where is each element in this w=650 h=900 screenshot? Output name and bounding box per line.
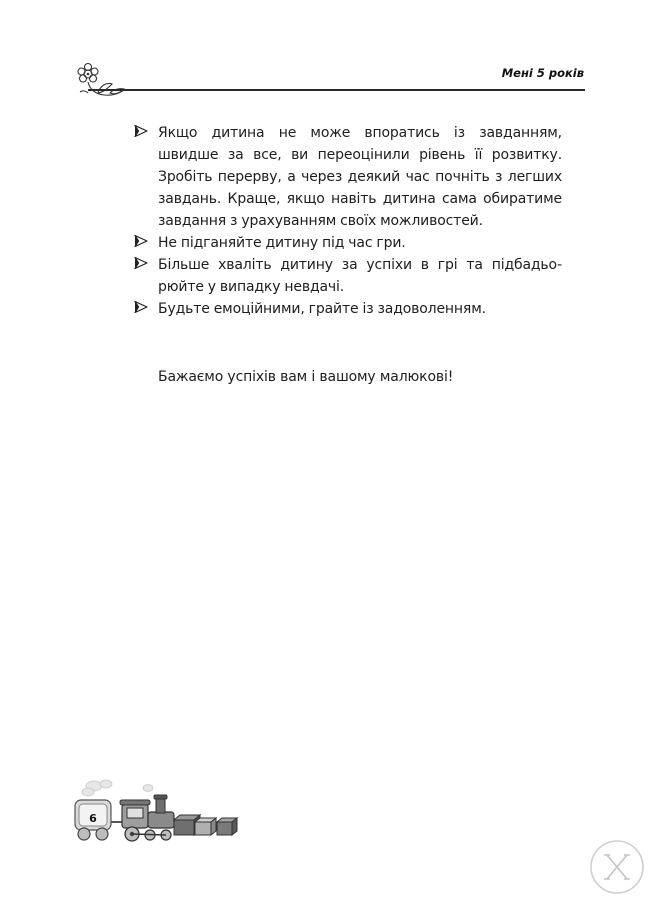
arrowhead-bullet-icon [134,124,148,138]
x-circle-watermark-icon [588,838,646,896]
tip-item [134,122,562,232]
closing-wish: Бажаємо успіхів вам і вашому малюкові! [158,369,454,385]
tip-item [134,254,562,298]
arrowhead-bullet-icon [134,300,148,314]
arrowhead-bullet-icon [134,256,148,270]
running-title: Мені 5 років [501,66,584,80]
tip-text: Будьте емоційними, грайте із задоволенням. [158,301,486,317]
tip-item [134,232,562,254]
arrowhead-bullet-icon [134,234,148,248]
tip-item [134,298,562,320]
header-rule [88,89,585,91]
page-number: 6 [89,811,97,825]
tip-text: Більше хваліть дитину за успіхи в грі та підбадьорюйте у випадку невдачі. [158,257,562,295]
tip-text: Якщо дитина не може впоратись із завданням, швидше за все, ви переоцінили рівень її розвитку. Зробіть перерву, а через деякий час почніть з легших завдань. Краще, якщо навіть дитина сама обиратиме завдання з урахуванням своїх можливостей. [158,125,562,229]
tips-list [134,122,562,320]
flower-branch-icon [74,62,130,102]
tip-text: Не підганяйте дитину під час гри. [158,235,406,251]
